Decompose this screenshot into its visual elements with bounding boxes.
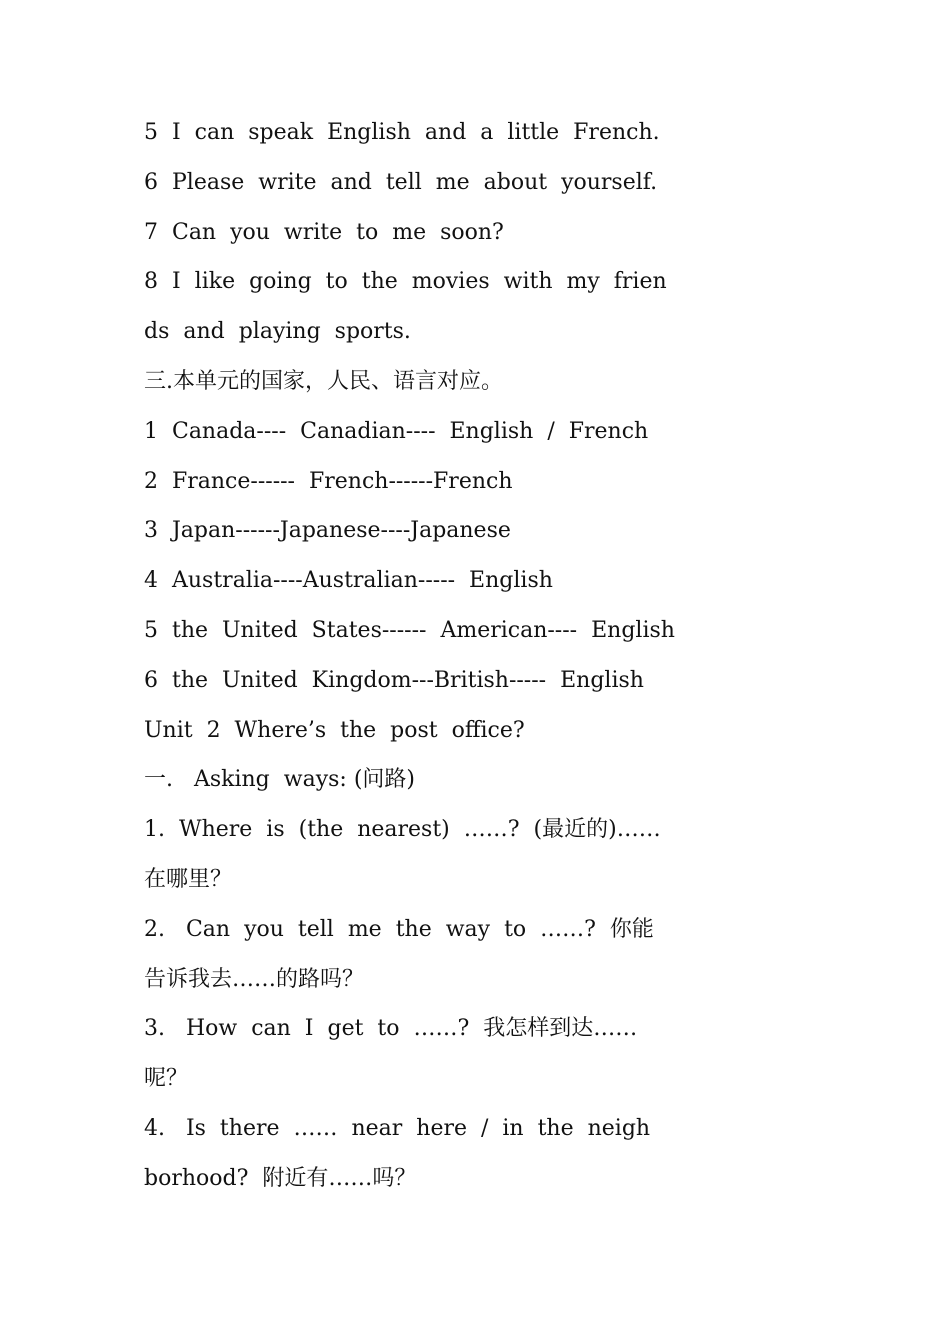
text-line: 3 Japan------Japanese----Japanese [144, 518, 511, 544]
text-line: 2. Can you tell me the way to ……? 你能 [144, 916, 654, 942]
unit-title: Unit 2 Where’s the post office? [144, 717, 525, 743]
text-line: 告诉我去……的路吗？ [144, 966, 365, 992]
text-line: borhood? 附近有……吗？ [144, 1165, 417, 1191]
text-line: 在哪里？ [144, 866, 233, 892]
text-line: 5 the United States------ American---- English [144, 617, 675, 643]
text-line: 1 Canada---- Canadian---- English / French [144, 418, 649, 444]
text-line: 5 I can speak English and a little French. [144, 120, 660, 145]
text-line: 6 the United Kingdom---British----- English [144, 667, 644, 693]
text-line: 7 Can you write to me soon? [144, 219, 504, 245]
text-line: ds and playing sports. [144, 319, 411, 345]
section-heading: 三.本单元的国家，人民、语言对应。 [144, 368, 503, 394]
text-line: 3. How can I get to ……? 我怎样到达…… [144, 1016, 638, 1042]
document-page [144, 114, 814, 1210]
text-line: 呢？ [144, 1066, 189, 1092]
text-line: 8 I like going to the movies with my frien [144, 269, 667, 295]
section-heading: 一. Asking ways: (问路) [144, 767, 415, 793]
text-line: 1. Where is (the nearest) ……? (最近的)…… [144, 817, 661, 843]
text-line: 2 France------ French------French [144, 468, 513, 494]
text-line: 4. Is there …… near here / in the neigh [144, 1115, 651, 1141]
text-line: 6 Please write and tell me about yourself. [144, 169, 658, 195]
text-line: 4 Australia----Australian----- English [144, 568, 553, 594]
